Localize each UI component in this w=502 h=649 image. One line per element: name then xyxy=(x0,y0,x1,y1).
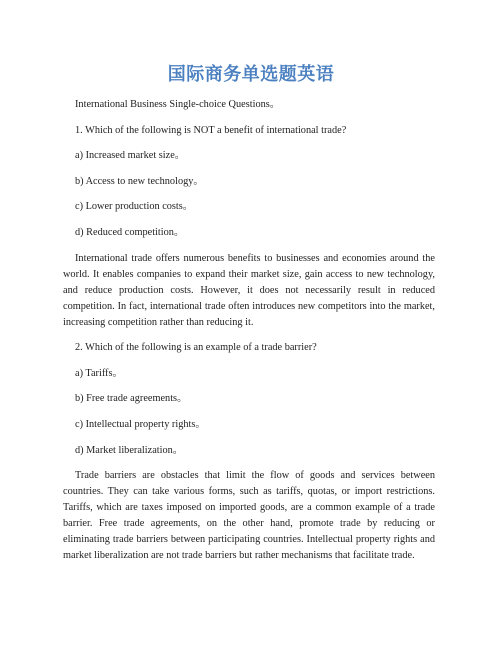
document-body xyxy=(63,97,435,574)
question-1-option-d: d) Reduced competition。 xyxy=(75,226,185,238)
question-2-option-d: d) Market liberalization。 xyxy=(75,444,184,456)
question-2-option-b: b) Free trade agreements。 xyxy=(75,393,188,405)
question-1-option-c: c) Lower production costs。 xyxy=(75,201,194,213)
question-2-explanation: Trade barriers are obstacles that limit the flow of goods and services between countries. They can take various forms, such as tariffs, quotas, or import restrictions. Tariffs, which are taxes imposed on imported goods, are a common example of a trade barrier. Free trade agreements, on the other hand, promote trade by reducing or eliminating trade barriers between participating countries. Intellectual property rights and market liberalization are not trade barriers but rather mechanisms that facilitate trade. xyxy=(63,470,435,562)
question-2-option-a: a) Tariffs。 xyxy=(75,367,123,379)
document-intro: International Business Single-choice Questions。 xyxy=(75,99,281,110)
question-1-option-b: b) Access to new technology。 xyxy=(75,175,204,187)
question-1-text: 1. Which of the following is NOT a benefit of international trade? xyxy=(75,124,347,136)
document-title: 国际商务单选题英语 xyxy=(167,64,335,85)
question-1-explanation: International trade offers numerous benefits to businesses and economies around the world. It enables companies to expand their market size, gain access to new technology, and reduce production costs. However, it does not necessarily result in reduced competition. In fact, international trade often introduces new competitors into the market, increasing competition rather than reducing it. xyxy=(63,252,435,328)
question-1-option-a: a) Increased market size。 xyxy=(75,150,186,162)
question-2-option-c: c) Intellectual property rights。 xyxy=(75,418,206,430)
question-2-text: 2. Which of the following is an example of a trade barrier? xyxy=(75,342,317,354)
